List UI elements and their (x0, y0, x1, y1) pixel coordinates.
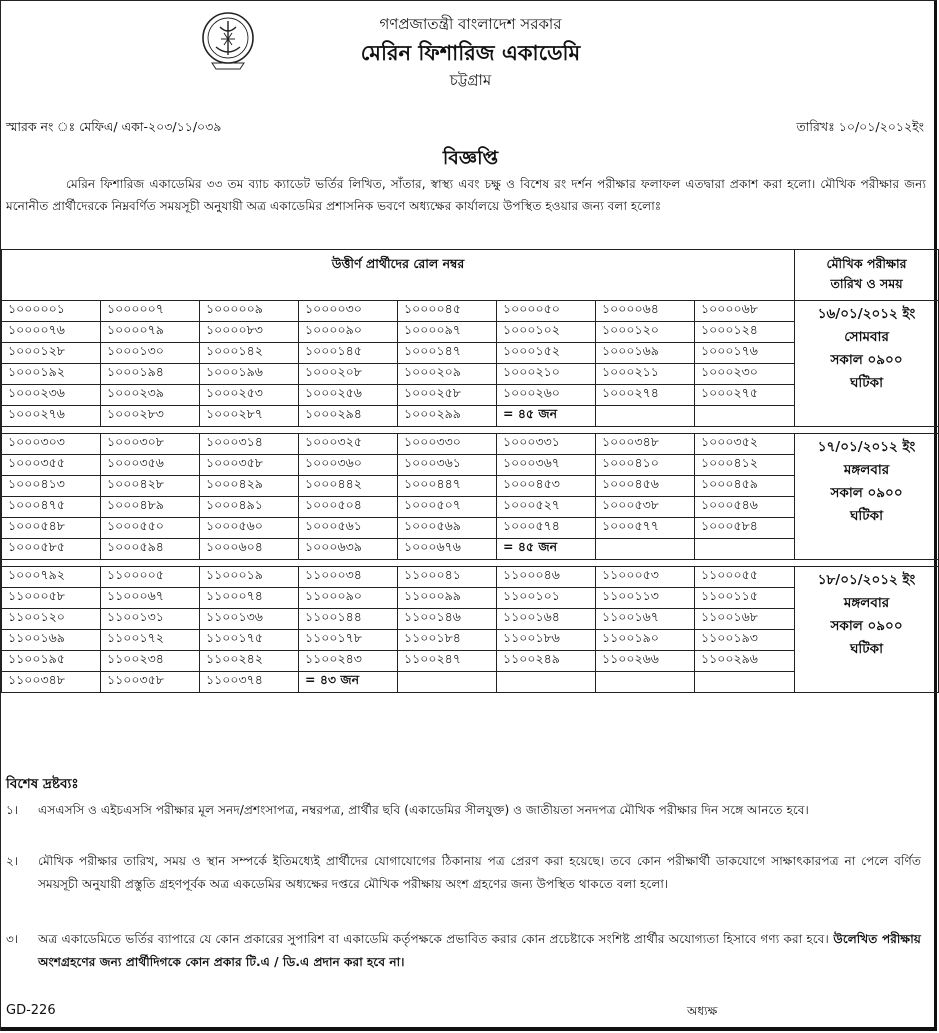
roll-cell: ১০০০৫৬১ (299, 518, 398, 539)
separator-cell (101, 427, 200, 434)
roll-cell: ১০০০৩৫২ (695, 434, 795, 455)
roll-cell: ১০০০৪৪৭ (398, 476, 497, 497)
roll-cell: ১০০০৭৯২ (2, 567, 101, 588)
roll-cell: ১১০০০৭৪ (200, 588, 299, 609)
roll-cell: ১১০০০১৯ (200, 567, 299, 588)
roll-header: উত্তীর্ণ প্রার্থীদের রোল নম্বর (2, 250, 795, 301)
roll-cell: ১০০০২৭৬ (2, 406, 101, 427)
roll-cell: ১০০০৩৪৮ (596, 434, 695, 455)
roll-cell: ১০০০৪৫৯ (695, 476, 795, 497)
roll-cell (596, 406, 695, 427)
roll-cell: ১০০০২৬০ (497, 385, 596, 406)
separator-cell (596, 560, 695, 567)
roll-cell: ১০০০২৫৬ (299, 385, 398, 406)
roll-cell: ১১০০১৭২ (101, 630, 200, 651)
roll-cell: ১০০০৫৯৪ (101, 539, 200, 560)
roll-cell: ১০০০২০৮ (299, 364, 398, 385)
memo-number: স্মারক নং ঃ মেফিএ/ একা-২০৩/১১/০৩৯ (6, 119, 222, 134)
roll-cell: ১০০০২৩০ (695, 364, 795, 385)
roll-cell: ১০০০৪২৯ (200, 476, 299, 497)
roll-cell: ১১০০১৮৪ (398, 630, 497, 651)
roll-cell: ১০০০০৬৮ (695, 301, 795, 322)
roll-cell: ১০০০২৮৩ (101, 406, 200, 427)
roll-cell: ১১০০১৬৪ (497, 609, 596, 630)
roll-cell: ১০০০৩৩০ (398, 434, 497, 455)
roll-cell: ১১০০১২০ (2, 609, 101, 630)
roll-cell: ১০০০২১১ (596, 364, 695, 385)
roll-cell (596, 672, 695, 693)
roll-cell: = ৪৫ জন (497, 539, 596, 560)
roll-cell (398, 672, 497, 693)
roll-cell: ১১০০১৩১ (101, 609, 200, 630)
note-bold-text: উলেখিত পরীক্ষায় অংশগ্রহণের জন্য প্রার্থীদিগকে কোন প্রকার টি.এ / ডি.এ প্রদান করা হবে না। (38, 932, 921, 969)
roll-cell: ১০০০০৩০ (299, 301, 398, 322)
roll-cell: ১০০০৫০৪ (299, 497, 398, 518)
roll-cell: ১০০০৩২৫ (299, 434, 398, 455)
roll-cell: ১০০০১৬৯ (596, 343, 695, 364)
intro-paragraph: মেরিন ফিশারিজ একাডেমির ৩৩ তম ব্যাচ ক্যাডেট ভর্তির লিখিত, সাঁতার, স্বাস্থ্য এবং চক্ষু ও বিশেষ রং দর্শন পরীক্ষার ফলাফল এতদ্বারা প্রকাশ করা হলো। মৌখিক পরীক্ষার জন্য মনোনীত প্রার্থীদেরকে নিম্নবর্ণিত সময়সূচী অনুযায়ী অত্র একাডেমির প্রশাসনিক ভবণে অধ্যক্ষের কার্যালয়ে উপস্থিত হওয়ার জন্য বলা হলোঃ (6, 177, 926, 213)
roll-cell: ১০০০২৫৮ (398, 385, 497, 406)
table-row (2, 434, 939, 455)
schedule-line: সকাল ০৯০০ (830, 352, 903, 368)
note-number: ১। (6, 803, 19, 817)
note-item-2 (6, 850, 921, 896)
notice-title: বিজ্ঞপ্তি (442, 147, 499, 169)
schedule-line: ঘটিকা (850, 375, 883, 391)
roll-cell (497, 672, 596, 693)
roll-cell: ১১০০১৬৮ (695, 609, 795, 630)
roll-cell: ১০০০৫৩৮ (596, 497, 695, 518)
notes-title: বিশেষ দ্রষ্টব্যঃ (6, 776, 79, 792)
roll-cell: ১০০০৫২৭ (497, 497, 596, 518)
government-name: গণপ্রজাতন্ত্রী বাংলাদেশ সরকার (379, 15, 562, 33)
separator-cell (101, 560, 200, 567)
schedule-line: ঘটিকা (850, 508, 883, 524)
separator-cell (695, 427, 795, 434)
roll-cell: ১০০০২৫৩ (200, 385, 299, 406)
roll-cell: ১০০০১৪৭ (398, 343, 497, 364)
notice-date: তারিখঃ ১০/০১/২০১২ইং (796, 119, 924, 134)
roll-cell: ১১০০২৯৬ (695, 651, 795, 672)
separator-cell (398, 560, 497, 567)
roll-cell: ১১০০০৬৭ (101, 588, 200, 609)
roll-cell: ১০০০১৪২ (200, 343, 299, 364)
roll-cell: ১০০০৫৫০ (101, 518, 200, 539)
roll-cell: ১০০০৫৬৯ (398, 518, 497, 539)
signatory: অধ্যক্ষ (687, 1004, 718, 1018)
schedule-line: সোমবার (844, 329, 889, 345)
roll-cell: ১০০০১৯২ (2, 364, 101, 385)
roll-cell: ১১০০১৬৭ (596, 609, 695, 630)
roll-cell: ১০০০১২০ (596, 322, 695, 343)
roll-cell: ১০০০৫৭৭ (596, 518, 695, 539)
roll-cell: ১১০০১০১ (497, 588, 596, 609)
roll-cell: ১১০০৩৫৮ (101, 672, 200, 693)
roll-cell: ১১০০১৬৯ (2, 630, 101, 651)
roll-cell: ১০০০২৯৯ (398, 406, 497, 427)
roll-cell: ১০০০৩৫৫ (2, 455, 101, 476)
roll-cell: ১০০০২১০ (497, 364, 596, 385)
city-name: চট্টগ্রাম (449, 71, 492, 89)
roll-cell: ১০০০৩০৩ (2, 434, 101, 455)
roll-cell (695, 672, 795, 693)
schedule-cell (795, 434, 939, 560)
roll-cell: ১০০০৫৪৮ (2, 518, 101, 539)
roll-cell: ১০০০০৯০ (299, 322, 398, 343)
roll-cell: ১০০০০৯৭ (398, 322, 497, 343)
schedule-line: ১৮/০১/২০১২ ইং (817, 572, 916, 588)
schedule-line: মঙ্গলবার (843, 595, 890, 611)
roll-cell: ১০০০৩৬৭ (497, 455, 596, 476)
note-text: অত্র একাডেমিতে ভর্তির ব্যাপারে যে কোন প্রকারের সুপারিশ বা একাডেমি কর্তৃপক্ষকে প্রভাবিত করার কোন প্রচেষ্টাকে সংশিষ্ট প্রার্থীর অযোগ্যতা হিসাবে গণ্য করা হবে। (38, 932, 829, 946)
roll-cell: ১১০০১৯৩ (695, 630, 795, 651)
organization-name: মেরিন ফিশারিজ একাডেমি (360, 41, 581, 65)
roll-cell (596, 539, 695, 560)
schedule-cell (795, 301, 939, 427)
roll-cell: ১০০০১৯৬ (200, 364, 299, 385)
roll-cell: ১০০০৪১০ (596, 455, 695, 476)
roll-cell: ১০০০৫৮৫ (2, 539, 101, 560)
roll-cell: ১০০০০৫০ (497, 301, 596, 322)
note-number: ২। (6, 854, 19, 868)
schedule-line: ১৬/০১/২০১২ ইং (817, 306, 916, 322)
schedule-header-line: তারিখ ও সময় (830, 276, 903, 291)
roll-cell: ১০০০০০৯ (200, 301, 299, 322)
roll-cell: ১০০০১৫২ (497, 343, 596, 364)
roll-cell: ১০০০১৯৪ (101, 364, 200, 385)
roll-cell: ১১০০২৪২ (200, 651, 299, 672)
schedule-line: ১৭/০১/২০১২ ইং (817, 439, 916, 455)
roll-cell: ১১০০২৪৭ (398, 651, 497, 672)
separator-cell (200, 560, 299, 567)
roll-cell: ১১০০৩৭৪ (200, 672, 299, 693)
roll-cell: ১০০০২০৯ (398, 364, 497, 385)
roll-cell: ১০০০১৩০ (101, 343, 200, 364)
roll-cell: ১০০০১৭৬ (695, 343, 795, 364)
roll-cell: ১১০০২৬৬ (596, 651, 695, 672)
roll-cell: = ৪৩ জন (299, 672, 398, 693)
separator-cell (795, 427, 939, 434)
roll-cell: ১১০০১৭৮ (299, 630, 398, 651)
roll-cell: ১০০০৩৫৬ (101, 455, 200, 476)
roll-cell: ১০০০০৭৬ (2, 322, 101, 343)
roll-cell: ১০০০৫৪৬ (695, 497, 795, 518)
roll-cell: ১০০০৬০৪ (200, 539, 299, 560)
roll-cell: ১১০০০৪১ (398, 567, 497, 588)
roll-cell: ১১০০১৭৫ (200, 630, 299, 651)
separator-cell (299, 427, 398, 434)
roll-cell: ১০০০৩৬০ (299, 455, 398, 476)
schedule-line: ঘটিকা (850, 641, 883, 657)
note-number: ৩। (6, 932, 19, 946)
roll-cell: ১০০০৪৫৬ (596, 476, 695, 497)
separator-cell (2, 427, 101, 434)
roll-cell: ১০০০০৭৯ (101, 322, 200, 343)
roll-cell: ১১০০০৫৮ (2, 588, 101, 609)
separator-cell (2, 560, 101, 567)
roll-cell: ১০০০৪৯১ (200, 497, 299, 518)
separator-cell (497, 427, 596, 434)
schedule-line: সকাল ০৯০০ (830, 618, 903, 634)
roll-cell: ১০০০৩৩১ (497, 434, 596, 455)
roll-cell: ১০০০৩৬১ (398, 455, 497, 476)
roll-cell (695, 406, 795, 427)
roll-cell: ১০০০০৬৪ (596, 301, 695, 322)
schedule-header (795, 250, 939, 301)
roll-cell: ১১০০০০৫ (101, 567, 200, 588)
roll-cell: ১১০০১৪৬ (398, 609, 497, 630)
note-text: এসএসসি ও এইচএসসি পরীক্ষার মূল সনদ/প্রশংসাপত্র, নম্বরপত্র, প্রার্থীর ছবি (একাডেমির সীলযুক্ত) ও জাতীয়তা সনদপত্র মৌখিক পরীক্ষার দিন সঙ্গে আনতে হবে। (38, 803, 809, 817)
note-text: মৌখিক পরীক্ষার তারিখ, সময় ও স্থান সম্পর্কে ইতিমধ্যেই প্রার্থীদের যোগাযোগের ঠিকানায় পত্র প্রেরণ করা হয়েছে। তবে কোন পরীক্ষার্থী ডাকযোগে সাক্ষাৎকারপত্র না পেলে বর্ণিত সময়সূচী অনুযায়ী প্রস্তুতি গ্রহণপূর্বক অত্র একডেমির অধ্যক্ষের দপ্তরে মৌখিক পরীক্ষায় অংশ গ্রহণের জন্য উপস্থিত থাকতে বলা হলো। (38, 854, 921, 891)
roll-cell: ১০০০০৪৫ (398, 301, 497, 322)
roll-cell: ১০০০১২৪ (695, 322, 795, 343)
form-code: GD-226 (6, 1003, 56, 1018)
roll-cell: ১০০০২৯৪ (299, 406, 398, 427)
roll-cell: ১১০০২৪৯ (497, 651, 596, 672)
roll-cell: ১০০০৩০৮ (101, 434, 200, 455)
roll-cell: ১১০০১৪৪ (299, 609, 398, 630)
roll-cell: ১০০০০০৭ (101, 301, 200, 322)
roll-cell: ১০০০৪৪২ (299, 476, 398, 497)
roll-cell: ১০০০৪২৮ (101, 476, 200, 497)
schedule-line: মঙ্গলবার (843, 462, 890, 478)
group-separator (2, 560, 939, 567)
separator-cell (596, 427, 695, 434)
note-item-3 (6, 928, 921, 974)
roll-cell: ১১০০৩৪৮ (2, 672, 101, 693)
roll-cell: ১১০০১৩৬ (200, 609, 299, 630)
roll-cell: ১০০০৫৭৪ (497, 518, 596, 539)
roll-cell: ১০০০৩১৪ (200, 434, 299, 455)
roll-cell: ১০০০৩৫৮ (200, 455, 299, 476)
roll-cell: ১১০০০৫৩ (596, 567, 695, 588)
roll-cell: ১০০০৬৭৬ (398, 539, 497, 560)
schedule-line: সকাল ০৯০০ (830, 485, 903, 501)
roll-cell: ১১০০১১৫ (695, 588, 795, 609)
roll-cell: ১১০০০৪৬ (497, 567, 596, 588)
table-row (2, 301, 939, 322)
table-row (2, 567, 939, 588)
roll-cell: ১১০০১১৩ (596, 588, 695, 609)
schedule-cell (795, 567, 939, 693)
roll-cell: ১১০০২৪৩ (299, 651, 398, 672)
note-item-1 (6, 799, 921, 822)
group-separator (2, 427, 939, 434)
roll-cell: ১০০০২৮৭ (200, 406, 299, 427)
roll-cell: ১১০০২৩৪ (101, 651, 200, 672)
roll-cell: ১০০০৬৩৯ (299, 539, 398, 560)
roll-cell: ১০০০৫০৭ (398, 497, 497, 518)
roll-cell: ১১০০০৯০ (299, 588, 398, 609)
roll-cell: ১১০০১৯৫ (2, 651, 101, 672)
roll-cell: ১০০০০৮৩ (200, 322, 299, 343)
separator-cell (299, 560, 398, 567)
roll-cell: ১০০০৫৮৪ (695, 518, 795, 539)
roll-cell: ১০০০২৩৬ (2, 385, 101, 406)
roll-cell: ১১০০১৮৬ (497, 630, 596, 651)
roll-cell: ১০০০২৩৯ (101, 385, 200, 406)
roll-cell: ১০০০৪৮৯ (101, 497, 200, 518)
roll-cell: ১০০০১০২ (497, 322, 596, 343)
separator-cell (497, 560, 596, 567)
roll-cell: ১১০০০৩৪ (299, 567, 398, 588)
roll-cell: ১০০০৪১২ (695, 455, 795, 476)
roll-cell: ১০০০৪১৩ (2, 476, 101, 497)
roll-cell: ১০০০২৭৫ (695, 385, 795, 406)
roll-cell: ১০০০০০১ (2, 301, 101, 322)
separator-cell (200, 427, 299, 434)
roll-cell: ১১০০১৯০ (596, 630, 695, 651)
separator-cell (398, 427, 497, 434)
roll-cell: ১০০০১২৮ (2, 343, 101, 364)
roll-cell: ১০০০১৪৫ (299, 343, 398, 364)
schedule-header-line: মৌখিক পরীক্ষার (826, 256, 907, 271)
separator-cell (695, 560, 795, 567)
roll-cell: ১১০০০৯৯ (398, 588, 497, 609)
roll-cell: ১০০০৪৫৩ (497, 476, 596, 497)
roll-cell: = ৪৫ জন (497, 406, 596, 427)
roll-cell (695, 539, 795, 560)
roll-cell: ১০০০৫৬০ (200, 518, 299, 539)
roll-table (1, 249, 939, 693)
roll-cell: ১১০০০৫৫ (695, 567, 795, 588)
roll-table-body (2, 301, 939, 693)
separator-cell (795, 560, 939, 567)
roll-cell: ১০০০৪৭৫ (2, 497, 101, 518)
roll-cell: ১০০০২৭৪ (596, 385, 695, 406)
